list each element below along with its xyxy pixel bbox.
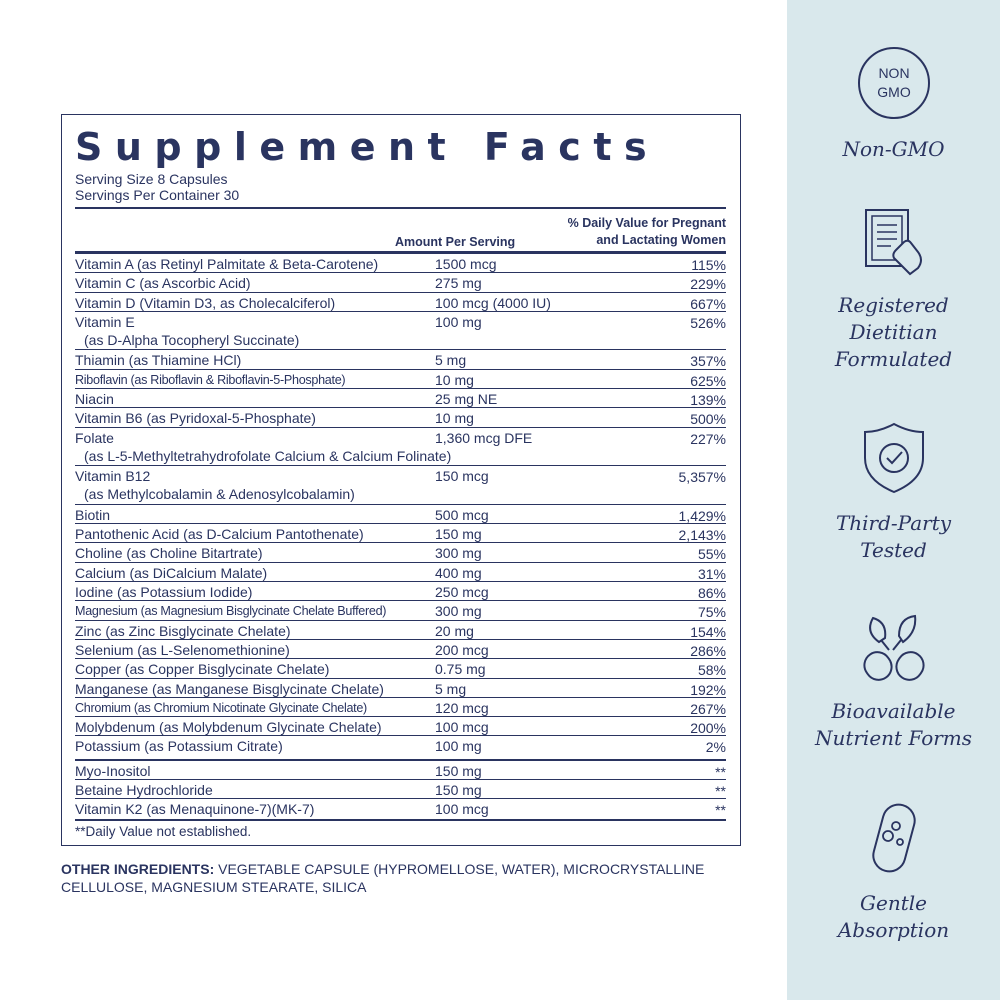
nutrient-daily-value: 2% — [705, 739, 726, 756]
nutrient-amount: 200 mcg — [435, 641, 489, 658]
clipboard-hand-icon — [856, 206, 932, 278]
servings-per-container: Servings Per Container 30 — [75, 187, 240, 203]
nutrient-row — [75, 761, 726, 780]
nutrient-name-main: Vitamin D (Vitamin D3, as Cholecalciferol) — [75, 294, 336, 311]
nutrient-name — [75, 622, 435, 640]
badge-gentle-absorption — [787, 800, 1000, 944]
nutrient-daily-value: 115% — [691, 257, 726, 273]
nutrient-row — [75, 273, 726, 292]
badge-label-line1: Gentle — [860, 891, 927, 915]
nutrient-amount: 100 mcg — [435, 719, 489, 736]
nutrient-amount: 1500 mcg — [435, 256, 497, 272]
nutrient-table — [75, 254, 726, 756]
shield-check-icon — [859, 420, 929, 496]
nutrient-row — [75, 370, 726, 389]
nutrient-daily-value: 526% — [690, 314, 726, 331]
nutrient-name — [75, 294, 435, 312]
other-ingredients — [61, 860, 751, 896]
nutrient-name — [75, 371, 435, 389]
badge-label: Non-GMO — [842, 137, 945, 161]
nutrient-amount: 120 mcg — [435, 699, 489, 716]
other-nutrient-table — [75, 761, 726, 819]
nutrient-name — [75, 641, 435, 659]
nutrient-amount: 150 mg — [435, 762, 482, 779]
nutrient-row — [75, 505, 726, 524]
nutrient-name — [75, 680, 435, 698]
nutrient-row — [75, 563, 726, 582]
nutrient-daily-value: 667% — [690, 295, 726, 312]
facts-title: Supplement Facts — [75, 125, 660, 169]
nutrient-amount: 400 mg — [435, 564, 482, 581]
benefits-sidebar — [787, 0, 1000, 1000]
nutrient-row — [75, 408, 726, 427]
nutrient-daily-value: ** — [715, 802, 726, 819]
nutrient-row — [75, 389, 726, 408]
nutrient-amount: 25 mg NE — [435, 391, 498, 408]
nutrient-name-sub: (as Methylcobalamin & Adenosylcobalamin) — [84, 486, 355, 503]
nutrient-amount: 1,360 mcg DFE — [435, 429, 533, 446]
nutrient-row — [75, 736, 726, 755]
nutrient-name — [75, 313, 435, 349]
nutrient-name — [75, 602, 435, 620]
nutrient-daily-value: 86% — [697, 585, 726, 602]
nutrient-name — [75, 544, 435, 562]
nutrient-amount: 150 mg — [435, 526, 482, 543]
nutrient-row — [75, 254, 726, 273]
nutrient-name — [75, 583, 435, 601]
nutrient-daily-value: 2,143% — [678, 527, 726, 544]
nutrient-row — [75, 780, 726, 799]
nutrient-name — [75, 699, 435, 717]
nutrient-name — [75, 390, 435, 408]
nutrient-name — [75, 525, 435, 543]
daily-value-header-line1: % Daily Value for Pregnant — [567, 216, 726, 230]
nutrient-amount: 100 mcg (4000 IU) — [435, 294, 551, 311]
nutrient-name-main: Thiamin (as Thiamine HCl) — [75, 352, 242, 369]
nutrient-amount: 300 mg — [435, 545, 482, 562]
nutrient-amount: 10 mg — [435, 410, 474, 427]
nutrient-daily-value: ** — [715, 763, 726, 780]
nutrient-amount: 275 mg — [435, 275, 482, 292]
nutrient-daily-value: 139% — [690, 392, 726, 409]
other-ingredients-text: VEGETABLE CAPSULE (HYPROMELLOSE, WATER), MICROCRYSTALLINE CELLULOSE, MAGNESIUM STEARATE, SILICA — [61, 861, 705, 895]
non-gmo-icon-line2: GMO — [876, 84, 911, 100]
nutrient-name — [75, 564, 435, 582]
badge-label-line3: Formulated — [834, 347, 953, 371]
nutrient-row — [75, 717, 726, 736]
nutrient-name-main: Manganese (as Manganese Bisglycinate Chelate) — [75, 680, 384, 697]
nutrient-daily-value: 154% — [690, 623, 726, 640]
nutrient-daily-value: 58% — [697, 662, 726, 679]
nutrient-row — [75, 466, 726, 505]
nutrient-name — [75, 660, 435, 678]
badge-label-line1: Third-Party — [835, 511, 952, 535]
nutrient-name — [75, 506, 435, 524]
nutrient-name — [75, 409, 435, 427]
badge-non-gmo — [787, 44, 1000, 163]
nutrient-amount: 0.75 mg — [435, 661, 486, 678]
nutrient-amount: 5 mg — [435, 680, 467, 697]
badge-label-line2: Dietitian — [849, 320, 938, 344]
nutrient-name — [75, 274, 435, 292]
other-ingredients-label: OTHER INGREDIENTS: — [61, 861, 215, 877]
badge-label-line2: Absorption — [837, 918, 950, 942]
nutrient-row — [75, 428, 726, 467]
nutrient-row — [75, 350, 726, 369]
nutrient-name-sub: (as L-5-Methyltetrahydrofolate Calcium & Calcium Folinate) — [84, 447, 452, 464]
footnote: **Daily Value not established. — [75, 823, 252, 839]
footer-rule — [75, 819, 726, 821]
nutrient-amount: 10 mg — [435, 371, 474, 388]
nutrient-name — [75, 255, 435, 273]
nutrient-name: Myo-Inositol — [75, 762, 151, 779]
nutrient-daily-value: 227% — [690, 430, 726, 447]
nutrient-daily-value: 229% — [690, 276, 726, 293]
non-gmo-icon-line1: NON — [877, 65, 910, 81]
nutrient-name-main: Biotin — [75, 506, 111, 523]
nutrient-name-main: Vitamin C (as Ascorbic Acid) — [75, 275, 251, 292]
nutrient-amount: 300 mg — [435, 603, 482, 620]
nutrient-amount: 20 mg — [435, 622, 474, 639]
nutrient-row — [75, 698, 726, 717]
nutrient-amount: 100 mg — [435, 738, 482, 755]
nutrient-name-main: Copper (as Copper Bisglycinate Chelate) — [75, 661, 330, 678]
nutrient-daily-value: 286% — [690, 642, 726, 659]
nutrient-row — [75, 799, 726, 818]
nutrient-row — [75, 524, 726, 543]
nutrient-name-main: Folate — [75, 429, 114, 446]
nutrient-daily-value: 55% — [697, 546, 726, 563]
nutrient-name — [75, 718, 435, 736]
nutrient-name-main: Magnesium (as Magnesium Bisglycinate Chelate Buffered) — [75, 604, 387, 619]
nutrient-daily-value: 357% — [690, 353, 726, 370]
divider — [75, 207, 726, 209]
nutrient-name — [75, 737, 435, 755]
badge-label-line2: Nutrient Forms — [814, 726, 973, 750]
nutrient-name-main: Selenium (as L-Selenomethionine) — [75, 641, 290, 658]
badge-label-line1: Bioavailable — [831, 699, 956, 723]
daily-value-header-line2: and Lactating Women — [596, 233, 726, 247]
nutrient-name-main: Vitamin B12 — [75, 468, 151, 485]
supplement-facts-panel — [61, 114, 741, 846]
nutrient-amount: 100 mcg — [435, 801, 489, 818]
nutrient-name-main: Calcium (as DiCalcium Malate) — [75, 564, 268, 581]
nutrient-name-main: Choline (as Choline Bitartrate) — [75, 545, 263, 562]
nutrient-amount: 100 mg — [435, 313, 482, 330]
nutrient-name-sub: (as D-Alpha Tocopheryl Succinate) — [84, 331, 300, 348]
nutrient-name-main: Riboflavin (as Riboflavin & Riboflavin-5-Phosphate) — [75, 372, 346, 387]
column-headers — [75, 216, 726, 251]
nutrient-amount: 5 mg — [435, 352, 467, 369]
nutrient-daily-value: 200% — [690, 720, 726, 737]
non-gmo-icon — [855, 44, 933, 122]
nutrient-name — [75, 351, 435, 369]
nutrient-amount: 500 mcg — [435, 506, 489, 523]
nutrient-name-main: Iodine (as Potassium Iodide) — [75, 584, 253, 601]
nutrient-daily-value: 625% — [690, 372, 726, 389]
nutrient-name: Vitamin K2 (as Menaquinone-7)(MK-7) — [75, 801, 315, 818]
nutrient-daily-value: 1,429% — [678, 507, 726, 524]
nutrient-daily-value: 75% — [697, 604, 726, 621]
nutrient-row — [75, 543, 726, 562]
nutrient-name-main: Vitamin B6 (as Pyridoxal-5-Phosphate) — [75, 410, 316, 427]
nutrient-name-main: Vitamin A (as Retinyl Palmitate & Beta-Carotene) — [75, 256, 379, 272]
nutrient-row — [75, 679, 726, 698]
nutrient-name-main: Vitamin E — [75, 313, 135, 330]
nutrient-daily-value: 267% — [690, 700, 726, 717]
nutrient-amount: 150 mg — [435, 782, 482, 799]
capsule-dots-icon — [866, 800, 922, 876]
nutrient-name-main: Pantothenic Acid (as D-Calcium Pantothenate) — [75, 526, 364, 543]
serving-size: Serving Size 8 Capsules — [75, 171, 228, 187]
nutrient-row — [75, 312, 726, 351]
nutrient-name — [75, 429, 452, 465]
badge-label-line1: Registered — [838, 293, 949, 317]
nutrient-name: Betaine Hydrochloride — [75, 782, 213, 799]
badge-registered-dietitian — [787, 206, 1000, 373]
daily-value-header — [568, 215, 726, 249]
nutrient-amount: 250 mcg — [435, 584, 489, 601]
nutrient-daily-value: 192% — [690, 681, 726, 698]
nutrient-row — [75, 640, 726, 659]
badge-label-line2: Tested — [860, 538, 927, 562]
nutrient-row — [75, 601, 726, 620]
amount-header: Amount Per Serving — [395, 235, 516, 249]
nutrient-name-main: Potassium (as Potassium Citrate) — [75, 738, 283, 755]
badge-third-party-tested — [787, 420, 1000, 564]
nutrient-amount: 150 mcg — [435, 468, 489, 485]
nutrient-name-main: Zinc (as Zinc Bisglycinate Chelate) — [75, 622, 291, 639]
nutrient-row — [75, 293, 726, 312]
nutrient-name-main: Niacin — [75, 391, 114, 408]
nutrient-row — [75, 582, 726, 601]
nutrient-daily-value: 500% — [690, 411, 726, 428]
nutrient-daily-value: 31% — [697, 565, 726, 582]
nutrient-name-main: Chromium (as Chromium Nicotinate Glycinate Chelate) — [75, 700, 367, 715]
nutrient-daily-value: ** — [715, 783, 726, 800]
nutrient-row — [75, 659, 726, 678]
nutrient-daily-value: 5,357% — [678, 469, 726, 486]
nutrient-name — [75, 467, 435, 503]
badge-bioavailable — [787, 612, 1000, 752]
nutrient-name-main: Molybdenum (as Molybdenum Glycinate Chelate) — [75, 719, 382, 736]
leaf-capsule-icon — [859, 612, 929, 684]
nutrient-row — [75, 621, 726, 640]
